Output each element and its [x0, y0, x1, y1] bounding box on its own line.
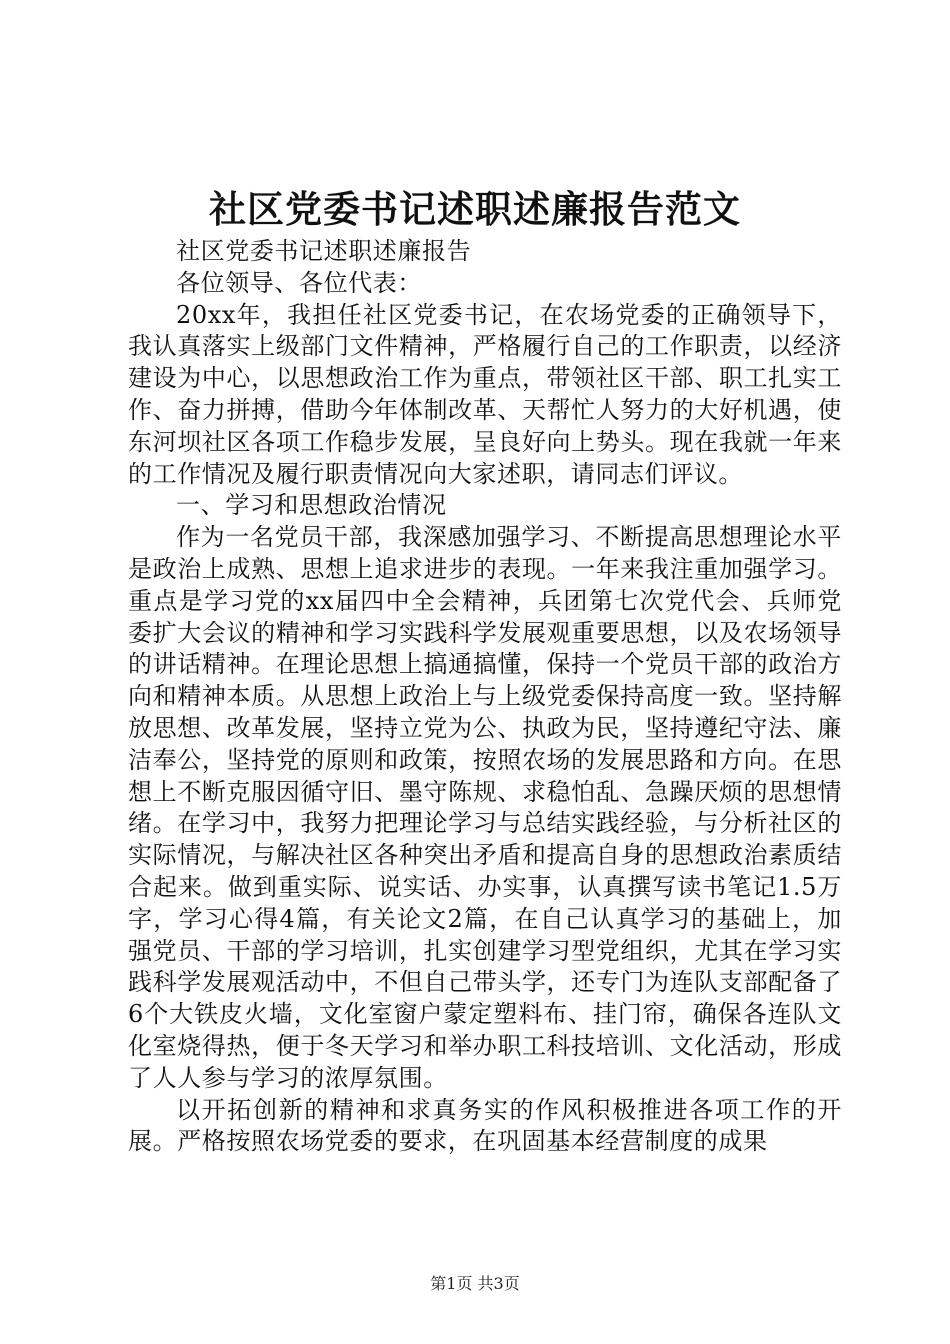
document-body [128, 236, 842, 1158]
salutation: 各位领导、各位代表： [176, 268, 422, 297]
study-paragraph: 作为一名党员干部，我深感加强学习、不断提高思想理论水平是政治上成熟、思想上追求进步的表现。一年来我注重加强学习。重点是学习党的xx届四中全会精神，兵团第七次党代会、兵师党委扩大会议的精神和学习实践科学发展观重要思想，以及农场领导的讲话精神。在理论思想上搞通搞懂，保持一个党员干部的政治方向和精神本质。从思想上政治上与上级党委保持高度一致。坚持解放思想、改革发展，坚持立党为公、执政为民，坚持遵纪守法、廉洁奉公，坚持党的原则和政策，按照农场的发展思路和方向。在思想上不断克服因循守旧、墨守陈规、求稳怕乱、急躁厌烦的思想情绪。在学习中，我努力把理论学习与总结实践经验，与分析社区的实际情况，与解决社区各种突出矛盾和提高自身的思想政治素质结合起来。做到重实际、说实话、办实事，认真撰写读书笔记1.5万字，学习心得4篇，有关论文2篇，在自己认真学习的基础上，加强党员、干部的学习培训，扎实创建学习型党组织，尤其在学习实践科学发展观活动中，不但自己带头学，还专门为连队支部配备了6个大铁皮火墙，文化室窗户蒙定塑料布、挂门帘，确保各连队文化室烧得热，便于冬天学习和举办职工科技培训、文化活动，形成了人人参与学习的浓厚氛围。 [128, 523, 842, 1092]
page-number: 第1页 共3页 [430, 1274, 520, 1293]
report-subtitle: 社区党委书记述职述廉报告 [176, 237, 472, 265]
work-paragraph: 以开拓创新的精神和求真务实的作风积极推进各项工作的开展。严格按照农场党委的要求，在巩固基本经营制度的成果 [128, 1095, 842, 1156]
document-title: 社区党委书记述职述廉报告范文 [209, 187, 741, 231]
intro-paragraph: 20xx年，我担任社区党委书记，在农场党委的正确领导下，我认真落实上级部门文件精神，严格履行自己的工作职责，以经济建设为中心，以思想政治工作为重点，带领社区干部、职工扎实工作、奋力拼搏，借助今年体制改革、天帮忙人努力的大好机遇，使东河坝社区各项工作稳步发展，呈良好向上势头。现在我就一年来的工作情况及履行职责情况向大家述职，请同志们评议。 [128, 300, 842, 488]
section-heading-1: 一、学习和思想政治情况 [176, 491, 447, 520]
